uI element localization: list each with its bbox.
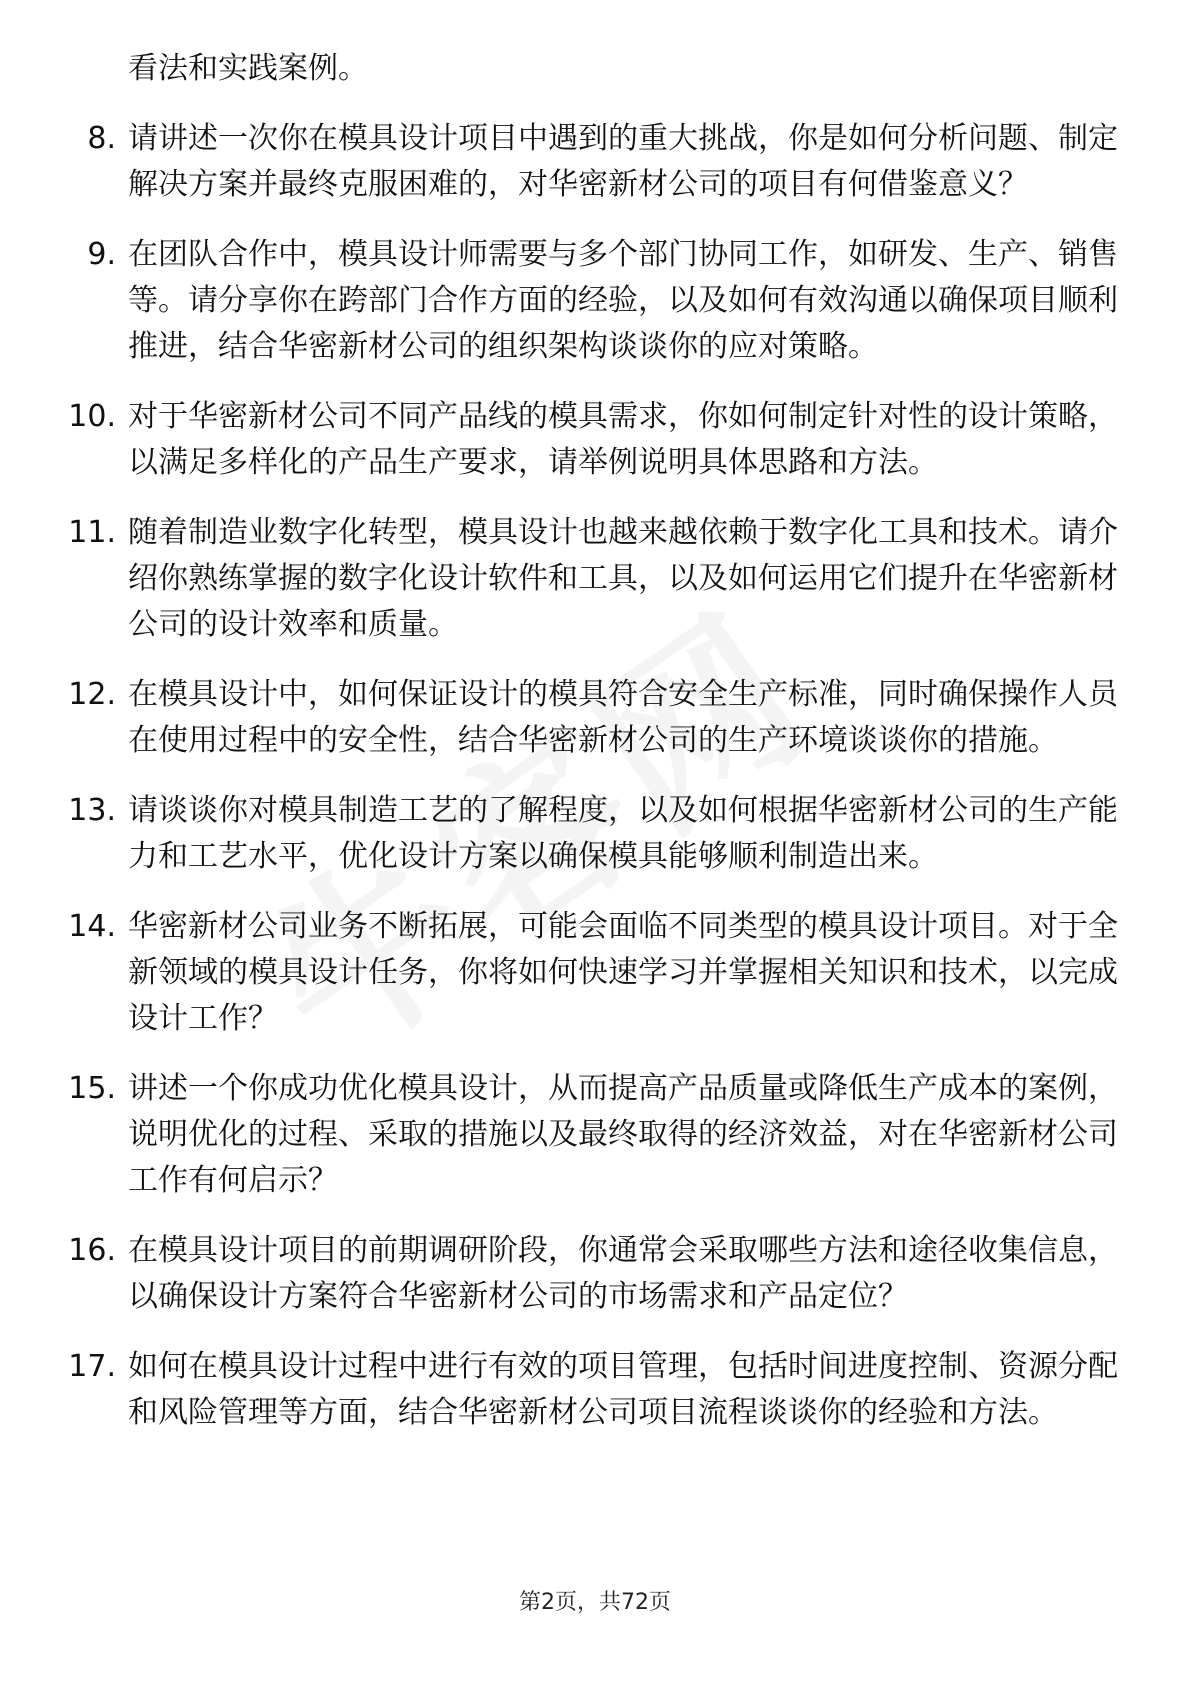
question-item: [68, 788, 1120, 880]
question-item: [80, 232, 1120, 370]
question-item: [80, 116, 1120, 208]
question-text: 华密新材公司业务不断拓展，可能会面临不同类型的模具设计项目。对于全新领域的模具设计任务，你将如何快速学习并掌握相关知识和技术，以完成设计工作？: [128, 909, 1118, 1036]
question-text: 在模具设计中，如何保证设计的模具符合安全生产标准，同时确保操作人员在使用过程中的安全性，结合华密新材公司的生产环境谈谈你的措施。: [128, 677, 1118, 758]
question-item: [68, 510, 1120, 648]
question-number: 16.: [68, 1233, 116, 1268]
question-item: [68, 1228, 1120, 1320]
question-text: 如何在模具设计过程中进行有效的项目管理，包括时间进度控制、资源分配和风险管理等方面，结合华密新材公司项目流程谈谈你的经验和方法。: [128, 1349, 1118, 1430]
continued-text: 看法和实践案例。: [128, 51, 368, 86]
question-item: [68, 1066, 1120, 1204]
question-number: 9.: [87, 237, 116, 272]
question-list: [68, 116, 1120, 1436]
question-text: 在团队合作中，模具设计师需要与多个部门协同工作，如研发、生产、销售等。请分享你在跨部门合作方面的经验，以及如何有效沟通以确保项目顺利推进，结合华密新材公司的组织架构谈谈你的应对策略。: [128, 237, 1118, 364]
question-item: [68, 394, 1120, 486]
question-number: 11.: [68, 515, 116, 550]
question-text: 对于华密新材公司不同产品线的模具需求，你如何制定针对性的设计策略，以满足多样化的产品生产要求，请举例说明具体思路和方法。: [128, 399, 1118, 480]
question-text: 请讲述一次你在模具设计项目中遇到的重大挑战，你是如何分析问题、制定解决方案并最终克服困难的，对华密新材公司的项目有何借鉴意义？: [128, 121, 1118, 202]
question-number: 12.: [68, 677, 116, 712]
question-number: 15.: [68, 1071, 116, 1106]
page-footer: 第2页，共72页: [519, 1590, 671, 1615]
question-number: 17.: [68, 1349, 116, 1384]
question-number: 14.: [68, 909, 116, 944]
question-number: 13.: [68, 793, 116, 828]
question-number: 10.: [68, 399, 116, 434]
question-item: [68, 672, 1120, 764]
question-item: [68, 1344, 1120, 1436]
question-item: [68, 904, 1120, 1042]
question-text: 讲述一个你成功优化模具设计，从而提高产品质量或降低生产成本的案例，说明优化的过程、采取的措施以及最终取得的经济效益，对在华密新材公司工作有何启示？: [128, 1071, 1118, 1198]
question-text: 请谈谈你对模具制造工艺的了解程度，以及如何根据华密新材公司的生产能力和工艺水平，优化设计方案以确保模具能够顺利制造出来。: [128, 793, 1118, 874]
question-text: 随着制造业数字化转型，模具设计也越来越依赖于数字化工具和技术。请介绍你熟练掌握的数字化设计软件和工具，以及如何运用它们提升在华密新材公司的设计效率和质量。: [128, 515, 1118, 642]
question-text: 在模具设计项目的前期调研阶段，你通常会采取哪些方法和途径收集信息，以确保设计方案符合华密新材公司的市场需求和产品定位？: [128, 1233, 1118, 1314]
page-content: [68, 46, 1120, 1460]
question-number: 8.: [87, 121, 116, 156]
